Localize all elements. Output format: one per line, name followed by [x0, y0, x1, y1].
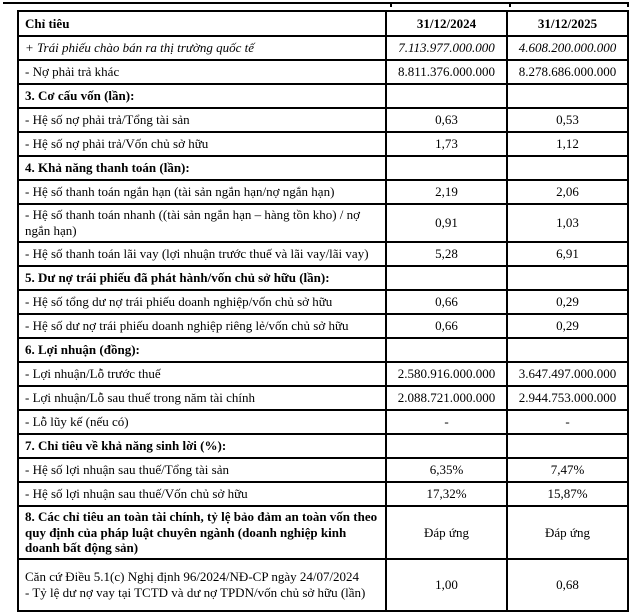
- value-2025-cell: [507, 338, 628, 362]
- cropped-column-border: [627, 2, 629, 7]
- row-label: - Hệ số nợ phải trả/Vốn chủ sở hữu: [18, 132, 386, 156]
- row-label: - Hệ số thanh toán lãi vay (lợi nhuận trước thuế và lãi vay/lãi vay): [18, 242, 386, 266]
- value-2025-cell: 2.944.753.000.000: [507, 386, 628, 410]
- financial-indicators-table: [17, 10, 629, 612]
- cropped-column-border: [509, 2, 511, 7]
- value-2024-cell: [386, 434, 507, 458]
- value-2024-cell: 2,19: [386, 180, 507, 204]
- table-row: [18, 458, 628, 482]
- value-2024-cell: 0,66: [386, 290, 507, 314]
- row-label: 3. Cơ cấu vốn (lần):: [18, 84, 386, 108]
- table-header-row: [18, 11, 628, 36]
- value-2024-cell: 0,91: [386, 204, 507, 242]
- table-row: [18, 410, 628, 434]
- row-label: - Lợi nhuận/Lỗ sau thuế trong năm tài chính: [18, 386, 386, 410]
- value-2025-cell: 2,06: [507, 180, 628, 204]
- value-2025-cell: [507, 156, 628, 180]
- table-row: [18, 434, 628, 458]
- row-label: - Lỗ lũy kế (nếu có): [18, 410, 386, 434]
- value-2024-cell: [386, 338, 507, 362]
- value-2025-cell: 4.608.200.000.000: [507, 36, 628, 60]
- value-2024-cell: 2.088.721.000.000: [386, 386, 507, 410]
- table-row: [18, 290, 628, 314]
- column-header-31-12-2025: 31/12/2025: [507, 11, 628, 36]
- table-row: [18, 266, 628, 290]
- table-row: [18, 84, 628, 108]
- table-body: [18, 36, 628, 611]
- row-label: 5. Dư nợ trái phiếu đã phát hành/vốn chủ sở hữu (lần):: [18, 266, 386, 290]
- value-2024-cell: Đáp ứng: [386, 506, 507, 560]
- value-2024-cell: 2.580.916.000.000: [386, 362, 507, 386]
- value-2025-cell: 1,03: [507, 204, 628, 242]
- value-2025-cell: 7,47%: [507, 458, 628, 482]
- row-label: Căn cứ Điều 5.1(c) Nghị định 96/2024/NĐ-CP ngày 24/07/2024 - Tỷ lệ dư nợ vay tại TCTD và dư nợ TPDN/vốn chủ sở hữu (lần): [18, 559, 386, 611]
- table-row: [18, 108, 628, 132]
- table-row: [18, 559, 628, 611]
- value-2025-cell: 8.278.686.000.000: [507, 60, 628, 84]
- value-2024-cell: 8.811.376.000.000: [386, 60, 507, 84]
- table-row: [18, 338, 628, 362]
- value-2025-cell: 3.647.497.000.000: [507, 362, 628, 386]
- cropped-row-border: [3, 2, 629, 4]
- value-2025-cell: 0,29: [507, 314, 628, 338]
- row-label: - Lợi nhuận/Lỗ trước thuế: [18, 362, 386, 386]
- value-2025-cell: 0,53: [507, 108, 628, 132]
- table-row: [18, 362, 628, 386]
- value-2025-cell: 0,29: [507, 290, 628, 314]
- row-label: - Hệ số lợi nhuận sau thuế/Tổng tài sản: [18, 458, 386, 482]
- column-header-31-12-2024: 31/12/2024: [386, 11, 507, 36]
- value-2025-cell: -: [507, 410, 628, 434]
- row-label: - Hệ số lợi nhuận sau thuế/Vốn chủ sở hữu: [18, 482, 386, 506]
- row-label: - Nợ phải trả khác: [18, 60, 386, 84]
- row-label: 8. Các chỉ tiêu an toàn tài chính, tỷ lệ bảo đảm an toàn vốn theo quy định của pháp luật chuyên ngành (doanh nghiệp kinh doanh bất động sản): [18, 506, 386, 560]
- table-row: [18, 132, 628, 156]
- table-row: [18, 36, 628, 60]
- table-row: [18, 204, 628, 242]
- table-row: [18, 156, 628, 180]
- table-row: [18, 242, 628, 266]
- value-2025-cell: [507, 266, 628, 290]
- value-2024-cell: 1,73: [386, 132, 507, 156]
- table-row: [18, 506, 628, 560]
- value-2025-cell: 1,12: [507, 132, 628, 156]
- value-2024-cell: 7.113.977.000.000: [386, 36, 507, 60]
- row-label: - Hệ số thanh toán nhanh ((tài sản ngắn hạn – hàng tồn kho) / nợ ngắn hạn): [18, 204, 386, 242]
- table-row: [18, 386, 628, 410]
- row-label: 7. Chỉ tiêu về khả năng sinh lời (%):: [18, 434, 386, 458]
- value-2024-cell: -: [386, 410, 507, 434]
- value-2024-cell: 17,32%: [386, 482, 507, 506]
- value-2024-cell: [386, 84, 507, 108]
- value-2025-cell: [507, 84, 628, 108]
- value-2024-cell: 0,63: [386, 108, 507, 132]
- row-label: - Hệ số tổng dư nợ trái phiếu doanh nghiệp/vốn chủ sở hữu: [18, 290, 386, 314]
- value-2025-cell: Đáp ứng: [507, 506, 628, 560]
- row-label: 6. Lợi nhuận (đồng):: [18, 338, 386, 362]
- value-2024-cell: [386, 156, 507, 180]
- table-row: [18, 180, 628, 204]
- row-label: 4. Khả năng thanh toán (lần):: [18, 156, 386, 180]
- value-2024-cell: 6,35%: [386, 458, 507, 482]
- row-label: - Hệ số thanh toán ngắn hạn (tài sản ngắn hạn/nợ ngắn hạn): [18, 180, 386, 204]
- value-2025-cell: 15,87%: [507, 482, 628, 506]
- table-row: [18, 482, 628, 506]
- row-label: + Trái phiếu chào bán ra thị trường quốc tế: [18, 36, 386, 60]
- value-2024-cell: [386, 266, 507, 290]
- value-2024-cell: 0,66: [386, 314, 507, 338]
- value-2025-cell: 6,91: [507, 242, 628, 266]
- table-row: [18, 60, 628, 84]
- row-label: - Hệ số nợ phải trả/Tổng tài sản: [18, 108, 386, 132]
- value-2024-cell: 1,00: [386, 559, 507, 611]
- column-header-chi-tieu: Chỉ tiêu: [18, 11, 386, 36]
- value-2024-cell: 5,28: [386, 242, 507, 266]
- value-2025-cell: [507, 434, 628, 458]
- value-2025-cell: 0,68: [507, 559, 628, 611]
- cropped-column-border: [390, 2, 392, 7]
- table-row: [18, 314, 628, 338]
- row-label: - Hệ số dư nợ trái phiếu doanh nghiệp riêng lẻ/vốn chủ sở hữu: [18, 314, 386, 338]
